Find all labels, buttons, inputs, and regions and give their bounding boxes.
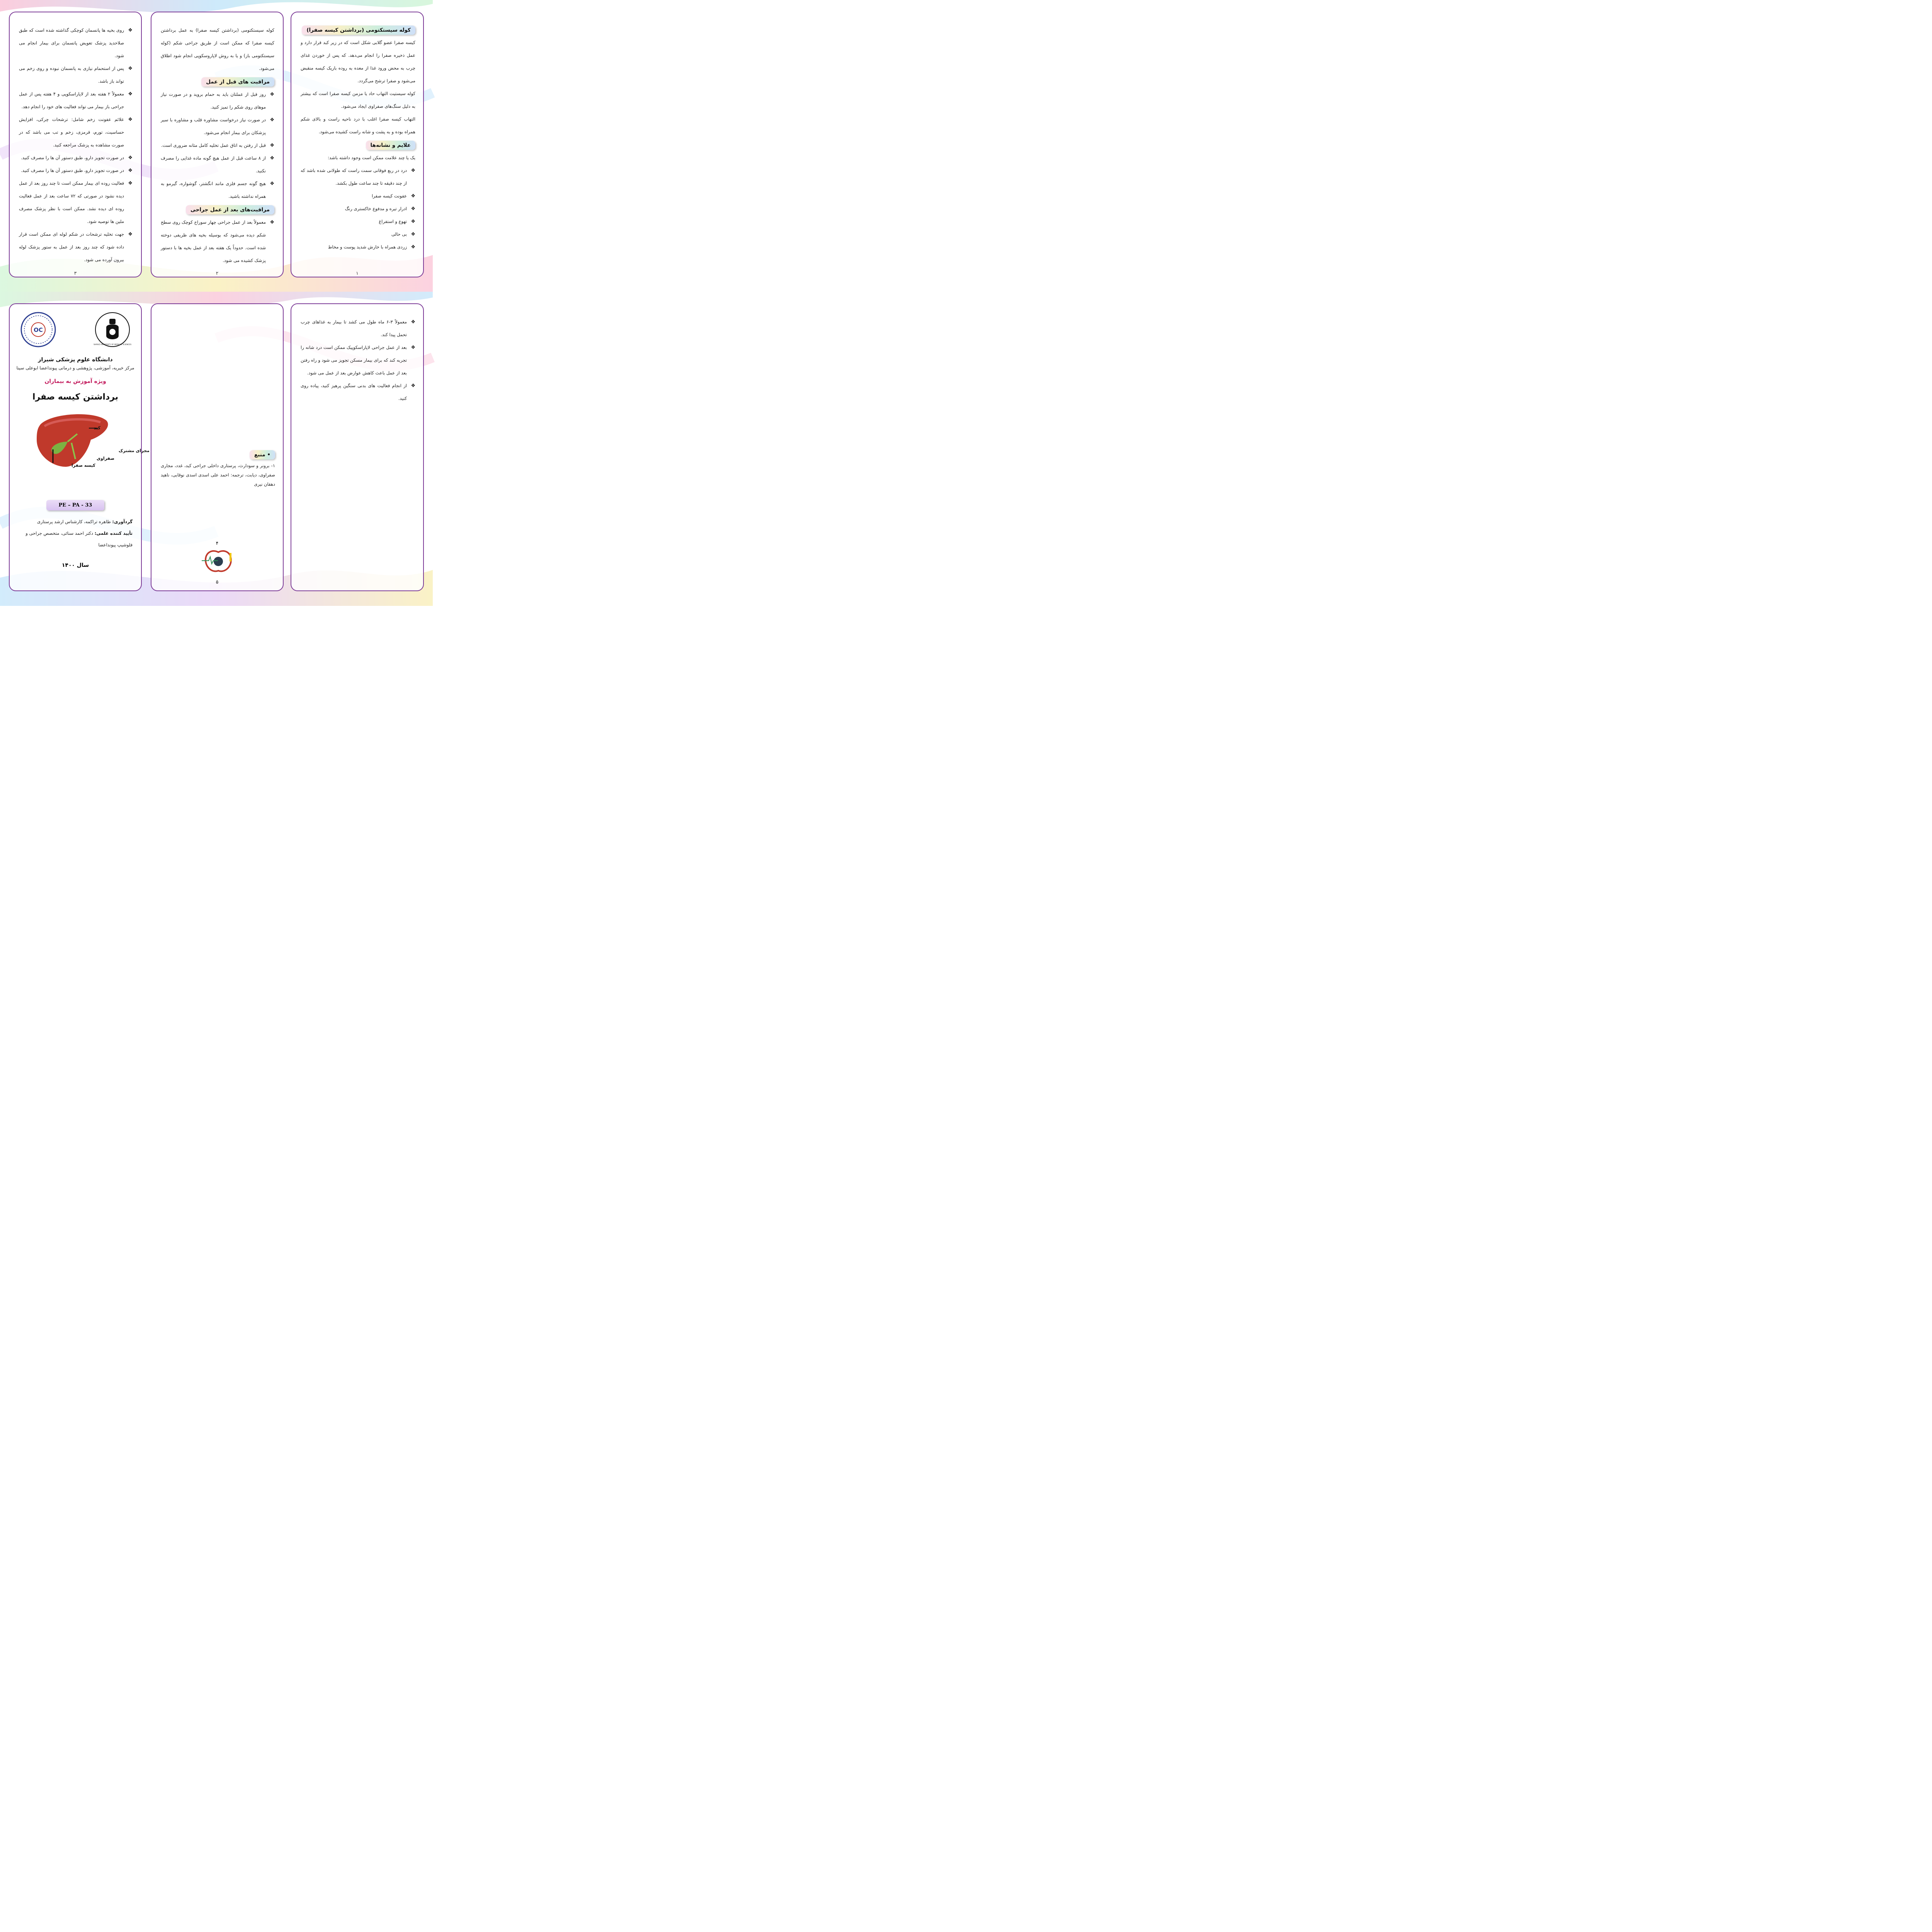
diamond-bullet-icon: ❖ [411,219,415,224]
list-item: ❖ در صورت تجویز دارو، طبق دستور آن ها را مصرف کنید. [19,164,133,177]
approver-line [10,527,141,551]
section-heading: مراقبت های قبل از عمل [201,77,274,87]
document-title: برداشتن کیسه صفرا [32,392,119,402]
diamond-bullet-icon: ❖ [128,180,133,186]
page-number: ۵ [216,579,219,585]
panel-page-2 [151,12,284,277]
label-biliary: صفراوی [97,456,115,461]
diamond-bullet-icon: ❖ [411,206,415,212]
list-item: ❖ تهوع و استفراغ [301,215,415,228]
panel-cover [9,303,150,591]
list-item: ❖ ادرار تیره و مدفوع خاکستری رنگ [301,202,415,215]
diamond-bullet-icon: ❖ [411,168,415,173]
diamond-bullet-icon: ❖ [128,27,133,33]
compiler-name: طاهره تراکمه، کارشناس ارشد پرستاری [37,519,111,524]
diamond-bullet-icon: ❖ [411,319,415,325]
code-wrapper [10,500,141,510]
source-citation: ۱- برونر و سودارث، پرستاری داخلی جراحی کبد، غدد، مجاری صفراوی، دیابت، ترجمه: احمد علی اسدی اسدی نوقابی، ناهید دهقان نیری [161,463,275,487]
pre-op-bullet-list [161,88,274,203]
panel-page-1 [291,12,424,277]
document-code: PE – PA - 33 [46,500,104,510]
section-heading: علایم و نشانه‌ها [366,141,415,150]
diamond-bullet-icon: ❖ [411,244,415,250]
page-number: ۳ [74,270,77,276]
audience-label: ویژه آموزش به بیماران [44,378,106,384]
list-item: ❖ معمولاً بعد از عمل جراحی چهار سوراخ کوچک روی سطح شکم دیده می‌شود که بوسیله بخیه های ظریفی دوخته شده است. حدوداً یک هفته بعد از عمل بخیه ها با دستور پزشک کشیده می شود. [161,216,274,267]
liver-gallbladder-illustration [29,409,150,471]
label-liver: کبد [94,425,100,430]
intro-paragraph: کوله سیستکتومی (برداشتن کیسه صفرا) به عمل برداشتن کیسه صفرا که ممکن است از طریق جراحی شکم (کوله سیستکتومی باز) و یا به روش لاپاروسکوپی انجام شود اطلاق می‌شود. [161,27,274,71]
list-item: ❖ از ۸ ساعت قبل از عمل هیچ گونه ماده غذایی را مصرف نکنید. [161,152,274,177]
diamond-bullet-icon: ❖ [411,383,415,389]
diamond-bullet-icon: ❖ [411,193,415,199]
page-number: ۲ [216,270,219,276]
paragraph: کیسه صفرا عضو گلابی شکل است که در زیر کبد قرار دارد و عمل ذخیره صفرا را انجام می‌دهد. که پس از خوردن غذای چرب به محض ورود غذا از معده به روده باریک کیسه منقبض می‌شود و صفرا ترشح می‌گردد. [301,40,415,83]
university-name: دانشگاه علوم پزشکی شیراز [38,357,113,363]
diamond-bullet-icon: ❖ [270,219,274,225]
apple-education-logo-icon [201,548,236,575]
university-logo-text: SHIRAZ UNIVERSITY OF MEDICAL SCIENCES [94,344,131,346]
approver-label: تأیید کننده علمی: [94,531,133,536]
university-logo-icon [95,312,130,347]
label-gallbladder: کیسه صفرا [71,463,95,468]
diamond-bullet-icon: ❖ [128,155,133,161]
diamond-bullet-icon: ❖ [411,345,415,350]
list-item: ❖ زردی همراه با خارش شدید پوست و مخاط [301,241,415,253]
panel-page-4 [291,303,424,591]
post-op-bullet-list [161,216,274,267]
list-item: ❖ درد در ربع فوقانی سمت راست که طولانی شده باشد که از چند دقیقه تا چند ساعت طول بکشد. [301,164,415,190]
source-block [161,448,275,489]
page-number: ۱ [356,270,359,276]
diamond-bullet-icon: ❖ [128,66,133,71]
sheet-bottom [0,292,433,606]
section-heading: مراقبت‌های بعد از عمل جراحی [186,205,274,214]
label-common-duct: مجرای مشترک [119,448,150,453]
panel-page-5 [151,303,284,591]
paragraph: کوله سیستیت التهاب حاد یا مزمن کیسه صفرا است که بیشتر به دلیل سنگ‌های صفراوی ایجاد می‌شود. [301,91,415,109]
diamond-bullet-icon: ❖ [128,231,133,237]
diamond-bullet-icon: ❖ [270,117,274,123]
hospital-logo-icon [20,312,56,347]
list-item: ❖ در صورت تجویز دارو، طبق دستور آن ها را مصرف کنید. [19,151,133,164]
symptoms-bullet-list [301,164,415,253]
list-item: ❖ از انجام فعالیت های بدنی سنگین پرهیز کنید، پیاده روی کنید. [301,379,415,405]
list-item: ❖ پس از استحمام نیازی به پانسمان نبوده و روی زخم می تواند باز باشد. [19,62,133,88]
list-item: ❖ معمولاً ۲ هفته بعد از لاپاراسکوپی و ۴ هفته پس از عمل جراحی باز بیمار می تواند فعالیت های خود را انجام دهد. [19,88,133,113]
paragraph: التهاب کیسه صفرا اغلب با درد ناحیه راست و بالای شکم همراه بوده و به پشت و شانه راست کشیده می‌شود. [301,116,415,134]
compiler-line [10,516,141,527]
panel-page-3 [9,12,142,277]
list-item: ❖ علائم عفونت زخم شامل: ترشحات چرکی، افزایش حساسیت، تورم، قرمزی، زخم و تب می باشد که در صورت مشاهده به پزشک مراجعه کنید. [19,113,133,151]
paragraph: یک یا چند علامت ممکن است وجود داشته باشد: [328,155,415,160]
list-item: ❖ معمولاً ۳-۶ ماه طول می کشد تا بیمار به غذاهای چرب تحمل پیدا کند. [301,316,415,341]
list-item: ❖ بی حالی [301,228,415,241]
diamond-bullet-icon: ❖ [128,117,133,122]
list-item: ❖ روی بخیه ها پانسمان کوچکی گذاشته شده است که طبق صلاحدید پزشک تعویض پانسمان برای بیمار انجام می شود. [19,24,133,62]
diamond-bullet-icon: ❖ [411,231,415,237]
publication-year: سال ۱۴۰۰ [61,562,89,568]
center-name: مرکز خیریه، آموزشی، پژوهشی و درمانی پیونداعضا ابوعلی سینا [16,365,134,371]
list-item: ❖ روز قبل از عملتان باید به حمام بروید و در صورت نیاز موهای روی شکم را تمیز کنید. [161,88,274,114]
page3-bullet-list [19,24,133,266]
diamond-bullet-icon: ❖ [270,92,274,97]
compiler-label: گردآوری: [112,519,133,524]
diamond-bullet-icon: ❖ [270,155,274,161]
page-number: ۴ [216,541,219,546]
sheet-top [0,0,433,292]
diamond-bullet-icon: ❖ [270,143,274,148]
diamond-bullet-icon: ❖ [270,181,274,187]
list-item: ❖ در صورت نیاز درخواست مشاوره قلب و مشاوره با سیر پزشکان برای بیمار انجام می‌شود. [161,114,274,139]
section-heading: کوله سیستکتومی (برداشتن کیسه صفرا) [302,26,415,35]
list-item: ❖ عفونت کیسه صفرا [301,190,415,202]
page4-bullet-list [301,316,415,405]
list-item: ❖ هیچ گونه جسم فلزی مانند انگشتر، گوشواره، گیرمو به همراه نداشته باشید. [161,177,274,203]
approver-name: دکتر احمد سنائی، متخصص جراحی و فلوشیپ پیونداعضا [26,531,133,548]
source-heading: • منبع [250,450,275,459]
diamond-bullet-icon: ❖ [128,168,133,173]
list-item: ❖ قبل از رفتن به اتاق عمل تخلیه کامل مثانه ضروری است. [161,139,274,152]
list-item: ❖ جهت تخلیه ترشحات در شکم لوله ای ممکن است قرار داده شود که چند روز بعد از عمل به ستور پزشک لوله بیرون آورده می شود. [19,228,133,266]
list-item: ❖ فعالیت روده ای بیمار ممکن است تا چند روز بعد از عمل دیده نشود در صورتی که ۷۲ ساعت بعد از عمل فعالیت روده ای دیده نشد. ممکن است با نظر پزشک مصرف ملین ها توصیه شود. [19,177,133,228]
logo-row [10,312,141,354]
logo-letters: OC [34,327,43,333]
list-item: ❖ بعد از عمل جراحی لاپاراسکوپیک ممکن است درد شانه را تجربه کند که برای بیمار مسکن تجویز می شود و راه رفتن بعد از عمل باعث کاهش عوارض بعد از عمل می شود. [301,341,415,379]
diamond-bullet-icon: ❖ [128,91,133,97]
